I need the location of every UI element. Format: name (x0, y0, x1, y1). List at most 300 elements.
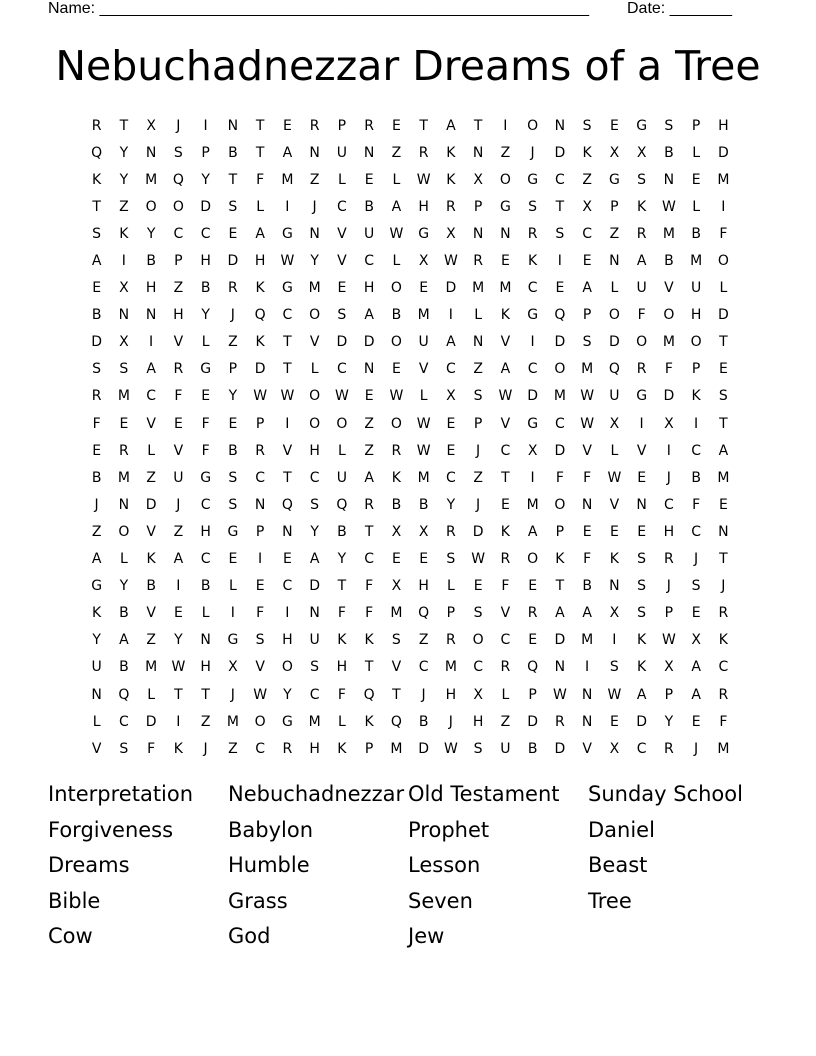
grid-letter: J (721, 578, 726, 595)
grid-letter: M (472, 280, 485, 297)
grid-letter: N (363, 144, 375, 161)
grid-letter: T (174, 686, 183, 703)
grid-letter: S (255, 632, 265, 649)
grid-letter: D (363, 334, 375, 351)
grid-letter: L (501, 686, 510, 703)
grid-letter: D (554, 334, 566, 351)
grid-letter: I (666, 442, 671, 459)
grid-letter: B (527, 740, 538, 757)
grid-letter: T (719, 334, 728, 351)
word-list-item: Forgiveness (48, 817, 174, 842)
grid-letter: Q (363, 686, 375, 703)
grid-letter: G (227, 632, 239, 649)
grid-letter: F (337, 605, 346, 622)
grid-letter: Z (228, 334, 238, 351)
grid-letter: L (256, 198, 265, 215)
grid-letter: V (146, 605, 156, 622)
grid-letter: J (476, 442, 481, 459)
grid-letter: O (527, 117, 539, 134)
grid-row (83, 166, 737, 193)
grid-letter: E (582, 523, 592, 540)
date-field-label: Date: _______ (627, 0, 732, 17)
grid-letter: C (309, 686, 320, 703)
grid-letter: K (391, 469, 401, 486)
grid-letter: M (581, 361, 594, 378)
name-field-label: Name: _______________________________________________________ (48, 0, 589, 17)
grid-letter: H (336, 659, 348, 676)
grid-letter: B (200, 578, 211, 595)
grid-letter: A (119, 632, 129, 649)
grid-letter: S (228, 469, 238, 486)
grid-letter: K (528, 253, 538, 270)
grid-letter: X (664, 415, 674, 432)
grid-letter: G (281, 713, 293, 730)
grid-letter: C (118, 713, 129, 730)
grid-letter: S (119, 361, 129, 378)
grid-letter: H (145, 280, 157, 297)
grid-letter: F (583, 551, 592, 568)
grid-letter: C (200, 496, 211, 513)
grid-letter: H (282, 632, 293, 649)
grid-letter: L (692, 198, 701, 215)
grid-letter: D (418, 740, 430, 757)
grid-letter: K (609, 551, 619, 568)
grid-letter: E (282, 551, 292, 568)
word-list-item: Grass (228, 888, 288, 913)
grid-letter: W (498, 388, 513, 405)
grid-letter: R (391, 442, 402, 459)
grid-letter: P (691, 361, 701, 378)
grid-letter: P (528, 686, 537, 703)
grid-letter: C (200, 225, 211, 242)
grid-letter: K (92, 171, 102, 188)
grid-row (83, 546, 737, 573)
grid-letter: U (91, 659, 102, 676)
grid-letter: V (500, 415, 511, 432)
grid-letter: S (310, 496, 320, 513)
grid-letter: N (554, 659, 566, 676)
grid-letter: S (637, 171, 647, 188)
grid-letter: P (582, 307, 592, 324)
grid-letter: K (582, 144, 592, 161)
grid-letter: W (280, 388, 295, 405)
grid-letter: S (528, 198, 538, 215)
grid-letter: M (117, 469, 130, 486)
grid-letter: Z (473, 469, 483, 486)
grid-letter: T (283, 361, 292, 378)
word-list-item: Jew (408, 924, 445, 948)
grid-letter: W (389, 225, 404, 242)
grid-letter: X (473, 686, 483, 703)
grid-letter: P (255, 523, 265, 540)
grid-letter: N (663, 171, 675, 188)
grid-letter: L (92, 713, 101, 730)
grid-letter: D (445, 280, 457, 297)
grid-letter: R (527, 225, 538, 242)
grid-letter: G (200, 469, 212, 486)
grid-letter: P (201, 144, 210, 161)
grid-letter: A (146, 361, 156, 378)
grid-letter: D (527, 388, 539, 405)
grid-letter: E (337, 280, 347, 297)
grid-letter: V (255, 659, 265, 676)
grid-letter: S (391, 632, 401, 649)
grid-letter: O (472, 632, 484, 649)
grid-letter: L (337, 713, 346, 730)
grid-letter: N (309, 605, 320, 622)
grid-letter: R (446, 523, 456, 540)
grid-letter: O (636, 334, 648, 351)
grid-letter: H (200, 253, 211, 270)
grid-letter: H (309, 442, 320, 459)
grid-letter: O (336, 415, 348, 432)
grid-letter: Q (554, 307, 566, 324)
grid-letter: X (391, 578, 402, 595)
grid-letter: I (721, 198, 726, 215)
grid-letter: F (501, 578, 510, 595)
grid-letter: A (91, 551, 102, 568)
grid-letter: N (500, 225, 511, 242)
grid-letter: U (336, 144, 347, 161)
grid-letter: F (555, 469, 564, 486)
grid-letter: L (392, 171, 401, 188)
grid-letter: V (337, 253, 347, 270)
grid-letter: A (527, 523, 538, 540)
grid-letter: Y (228, 388, 238, 405)
grid-letter: H (472, 713, 484, 730)
grid-letter: N (581, 686, 593, 703)
grid-letter: T (555, 198, 565, 215)
grid-letter: N (118, 307, 130, 324)
grid-letter: T (392, 686, 401, 703)
grid-letter: A (691, 686, 701, 703)
grid-letter: X (146, 117, 156, 134)
grid-row (83, 247, 737, 274)
grid-row (83, 708, 737, 735)
grid-letter: R (228, 280, 238, 297)
grid-letter: D (554, 144, 566, 161)
grid-letter: K (637, 659, 647, 676)
grid-letter: G (418, 225, 430, 242)
grid-letter: X (636, 144, 647, 161)
grid-letter: E (228, 551, 238, 568)
grid-letter: V (636, 442, 647, 459)
grid-letter: A (364, 307, 374, 324)
grid-letter: E (92, 280, 102, 297)
grid-letter: G (499, 198, 511, 215)
grid-letter: W (416, 415, 431, 432)
grid-letter: K (337, 632, 347, 649)
grid-letter: D (336, 334, 348, 351)
grid-letter: W (552, 686, 567, 703)
grid-letter: A (173, 551, 184, 568)
grid-letter: O (663, 307, 675, 324)
grid-letter: S (337, 307, 347, 324)
grid-letter: W (416, 442, 431, 459)
grid-letter: B (364, 198, 374, 215)
grid-letter: X (609, 605, 620, 622)
grid-letter: E (364, 171, 374, 188)
grid-letter: Q (527, 659, 539, 676)
grid-letter: L (201, 334, 210, 351)
grid-letter: D (554, 442, 566, 459)
grid-letter: H (663, 523, 675, 540)
grid-letter: W (607, 469, 622, 486)
grid-letter: Y (201, 171, 210, 188)
grid-letter: V (146, 415, 156, 432)
grid-letter: C (200, 551, 211, 568)
grid-letter: R (664, 740, 674, 757)
grid-letter: R (664, 551, 674, 568)
word-list-item: Babylon (228, 817, 314, 842)
grid-letter: O (527, 551, 539, 568)
grid-letter: M (145, 659, 158, 676)
grid-letter: E (119, 415, 129, 432)
grid-row (83, 383, 737, 410)
grid-letter: T (255, 144, 265, 161)
grid-letter: B (391, 307, 402, 324)
grid-letter: M (417, 307, 430, 324)
grid-letter: H (309, 740, 320, 757)
grid-letter: F (147, 740, 156, 757)
grid-letter: Q (336, 496, 348, 513)
grid-letter: B (119, 659, 129, 676)
grid-letter: K (637, 198, 647, 215)
grid-letter: P (473, 415, 483, 432)
word-list (48, 780, 788, 958)
grid-letter: K (92, 605, 102, 622)
grid-letter: K (146, 551, 156, 568)
grid-letter: P (610, 198, 619, 215)
grid-letter: I (149, 334, 154, 351)
grid-letter: R (119, 442, 129, 459)
grid-letter: R (446, 198, 456, 215)
grid-letter: B (200, 280, 211, 297)
grid-letter: I (530, 469, 535, 486)
grid-letter: Z (119, 198, 129, 215)
word-list-item: Bible (48, 888, 101, 913)
grid-letter: D (145, 496, 157, 513)
grid-letter: M (717, 171, 730, 188)
grid-letter: N (309, 144, 320, 161)
grid-row (83, 627, 737, 654)
grid-letter: V (91, 740, 102, 757)
grid-letter: E (609, 117, 619, 134)
grid-letter: K (446, 171, 456, 188)
grid-letter: R (636, 225, 647, 242)
grid-letter: B (418, 713, 429, 730)
grid-letter: E (609, 713, 619, 730)
grid-letter: K (173, 740, 183, 757)
grid-letter: C (500, 632, 511, 649)
grid-letter: R (500, 551, 511, 568)
grid-letter: Q (254, 307, 266, 324)
grid-letter: D (254, 361, 266, 378)
grid-letter: G (527, 307, 539, 324)
grid-letter: K (364, 632, 374, 649)
grid-row (83, 735, 737, 762)
grid-letter: T (92, 198, 101, 215)
grid-letter: R (555, 713, 565, 730)
grid-letter: V (500, 605, 511, 622)
grid-letter: H (718, 117, 729, 134)
grid-letter: R (500, 659, 511, 676)
grid-letter: Z (391, 144, 402, 161)
grid-letter: E (419, 551, 429, 568)
grid-letter: P (364, 740, 374, 757)
grid-letter: F (719, 225, 728, 242)
grid-letter: Q (281, 496, 293, 513)
grid-letter: P (337, 117, 347, 134)
grid-letter: N (472, 144, 484, 161)
word-list-item: Prophet (408, 817, 490, 842)
grid-letter: X (228, 659, 238, 676)
grid-letter: M (690, 253, 703, 270)
grid-letter: M (499, 280, 512, 297)
grid-letter: S (310, 659, 320, 676)
grid-letter: T (201, 686, 210, 703)
grid-letter: K (500, 523, 510, 540)
grid-letter: W (171, 659, 186, 676)
grid-letter: G (636, 388, 648, 405)
grid-letter: Y (146, 225, 156, 242)
grid-letter: P (664, 686, 674, 703)
grid-letter: B (228, 144, 238, 161)
grid-letter: G (200, 361, 212, 378)
grid-letter: C (718, 659, 729, 676)
grid-letter: W (471, 551, 486, 568)
grid-letter: A (446, 117, 456, 134)
grid-letter: A (446, 334, 456, 351)
grid-letter: E (391, 361, 401, 378)
grid-letter: I (258, 551, 263, 568)
grid-letter: V (391, 659, 402, 676)
grid-letter: D (309, 578, 321, 595)
grid-letter: E (691, 605, 701, 622)
grid-letter: N (145, 307, 157, 324)
grid-letter: Y (337, 551, 347, 568)
grid-letter: A (364, 469, 374, 486)
grid-letter: A (282, 144, 293, 161)
grid-letter: J (666, 578, 671, 595)
grid-letter: A (555, 605, 565, 622)
grid-letter: B (146, 253, 156, 270)
grid-letter: R (309, 117, 320, 134)
grid-letter: M (308, 713, 321, 730)
grid-letter: O (390, 280, 402, 297)
grid-row (83, 654, 737, 681)
word-list-item: Old Testament (408, 782, 560, 806)
grid-row (83, 437, 737, 464)
grid-letter: W (661, 198, 676, 215)
grid-letter: F (92, 415, 101, 432)
grid-letter: D (527, 713, 539, 730)
grid-letter: R (364, 496, 374, 513)
grid-letter: G (281, 280, 293, 297)
grid-letter: J (230, 686, 235, 703)
grid-letter: P (691, 117, 701, 134)
grid-letter: S (92, 361, 102, 378)
grid-letter: W (607, 686, 622, 703)
grid-letter: O (499, 171, 511, 188)
grid-letter: V (664, 280, 674, 297)
grid-letter: F (201, 442, 210, 459)
grid-letter: F (365, 578, 374, 595)
grid-letter: B (691, 469, 701, 486)
grid-letter: Z (500, 144, 511, 161)
grid-letter: H (418, 198, 429, 215)
grid-letter: F (692, 496, 701, 513)
grid-letter: X (119, 334, 129, 351)
grid-letter: N (145, 144, 157, 161)
grid-letter: D (608, 334, 620, 351)
grid-letter: C (418, 659, 429, 676)
grid-letter: T (501, 469, 510, 486)
grid-row (83, 573, 737, 600)
grid-letter: V (500, 334, 511, 351)
grid-letter: C (527, 280, 538, 297)
grid-letter: N (118, 496, 130, 513)
grid-letter: S (637, 605, 647, 622)
grid-letter: N (609, 253, 620, 270)
grid-letter: I (285, 198, 290, 215)
grid-letter: V (146, 523, 156, 540)
grid-letter: T (283, 334, 292, 351)
grid-letter: E (173, 415, 183, 432)
grid-letter: O (172, 198, 184, 215)
grid-letter: V (309, 334, 320, 351)
grid-letter: C (663, 496, 674, 513)
grid-letter: K (555, 551, 565, 568)
puzzle-title: Nebuchadnezzar Dreams of a Tree (55, 42, 761, 90)
grid-letter: C (691, 442, 702, 459)
grid-row (83, 491, 737, 518)
grid-letter: E (228, 415, 238, 432)
grid-letter: G (527, 415, 539, 432)
grid-letter: T (719, 415, 728, 432)
grid-letter: R (718, 686, 729, 703)
grid-letter: X (418, 253, 429, 270)
grid-letter: C (336, 198, 347, 215)
grid-letter: T (255, 117, 265, 134)
grid-letter: F (337, 686, 346, 703)
grid-letter: I (285, 415, 290, 432)
grid-letter: U (309, 632, 320, 649)
grid-letter: T (719, 551, 728, 568)
grid-letter: X (446, 225, 456, 242)
grid-letter: G (227, 523, 239, 540)
grid-letter: B (337, 523, 347, 540)
grid-letter: W (253, 388, 268, 405)
grid-letter: E (419, 280, 429, 297)
grid-letter: A (91, 253, 102, 270)
grid-letter: P (174, 253, 183, 270)
grid-letter: S (582, 117, 592, 134)
grid-letter: N (200, 632, 211, 649)
grid-letter: R (718, 605, 729, 622)
grid-letter: N (91, 686, 102, 703)
grid-letter: S (92, 225, 102, 242)
grid-letter: Z (364, 442, 374, 459)
grid-letter: U (336, 469, 347, 486)
grid-letter: G (281, 225, 293, 242)
grid-letter: B (119, 605, 129, 622)
grid-letter: D (472, 523, 484, 540)
grid-letter: V (582, 442, 592, 459)
grid-letter: N (609, 578, 620, 595)
grid-letter: L (446, 578, 455, 595)
grid-letter: O (690, 334, 702, 351)
